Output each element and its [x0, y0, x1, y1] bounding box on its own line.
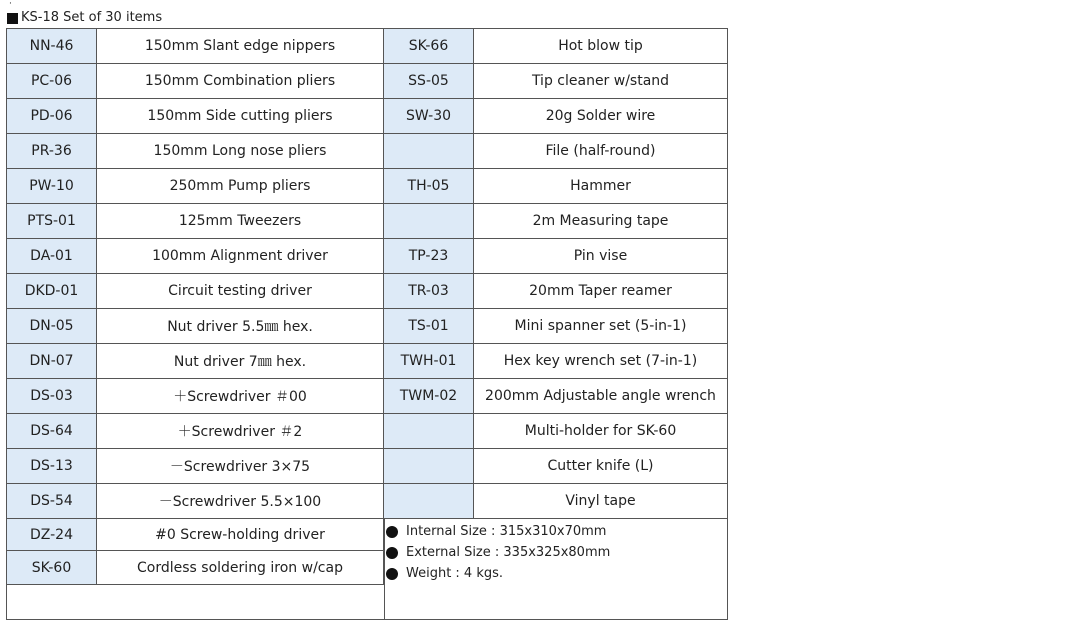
table-cell-name: Circuit testing driver — [97, 274, 384, 309]
table-cell-name: 150mm Combination pliers — [97, 64, 384, 99]
table-cell-name: 2m Measuring tape — [474, 204, 727, 239]
table-cell-name: 250mm Pump pliers — [97, 169, 384, 204]
spec-external-size: External Size : 335x325x80mm — [406, 545, 611, 560]
table-cell-name: 100mm Alignment driver — [97, 239, 384, 274]
table-cell-code: TWH-01 — [384, 344, 474, 379]
spec-line — [385, 521, 727, 542]
square-bullet-icon — [7, 13, 18, 24]
table-cell-code — [384, 449, 474, 484]
table-cell-name: #0 Screw-holding driver — [97, 519, 384, 551]
table-cell-code: NN-46 — [7, 29, 97, 64]
table-cell-code: PC-06 — [7, 64, 97, 99]
table-cell-code — [384, 134, 474, 169]
table-cell-code: PR-36 — [7, 134, 97, 169]
table-cell-code: DKD-01 — [7, 274, 97, 309]
spec-line — [385, 563, 727, 584]
table-cell-code: DS-54 — [7, 484, 97, 519]
empty-row — [7, 585, 384, 619]
table-cell-name: ＋Screwdriver ＃2 — [97, 414, 384, 449]
table-cell-name: Nut driver 5.5㎜ hex. — [97, 309, 384, 344]
table-cell-code: DS-13 — [7, 449, 97, 484]
bullet-icon — [386, 568, 398, 580]
table-cell-code: TH-05 — [384, 169, 474, 204]
table-cell-code — [384, 414, 474, 449]
specs-block — [384, 519, 727, 619]
table-cell-code: TWM-02 — [384, 379, 474, 414]
spec-internal-size: Internal Size : 315x310x70mm — [406, 524, 607, 539]
table-cell-code: SS-05 — [384, 64, 474, 99]
table-cell-name: Hammer — [474, 169, 727, 204]
table-cell-code: DS-03 — [7, 379, 97, 414]
table-cell-code: PD-06 — [7, 99, 97, 134]
table-cell-code: PTS-01 — [7, 204, 97, 239]
table-cell-code — [384, 484, 474, 519]
table-cell-name: Cordless soldering iron w/cap — [97, 551, 384, 585]
bullet-icon — [386, 547, 398, 559]
table-cell-code: PW-10 — [7, 169, 97, 204]
table-cell-code: SW-30 — [384, 99, 474, 134]
bullet-icon — [386, 526, 398, 538]
table-cell-code: DZ-24 — [7, 519, 97, 551]
table-cell-name: 200mm Adjustable angle wrench — [474, 379, 727, 414]
table-cell-name: Tip cleaner w/stand — [474, 64, 727, 99]
table-cell-name: －Screwdriver 5.5×100 — [97, 484, 384, 519]
table-cell-code: SK-60 — [7, 551, 97, 585]
table-cell-name: Vinyl tape — [474, 484, 727, 519]
table-cell-name: Pin vise — [474, 239, 727, 274]
table-cell-code: DA-01 — [7, 239, 97, 274]
table-cell-name: 20g Solder wire — [474, 99, 727, 134]
table-cell-code: DS-64 — [7, 414, 97, 449]
spec-weight: Weight : 4 kgs. — [406, 566, 504, 581]
corner-marker: · — [9, 0, 12, 9]
spec-line — [385, 542, 727, 563]
parts-table — [6, 28, 728, 620]
table-cell-name: Mini spanner set (5-in-1) — [474, 309, 727, 344]
table-cell-name: 20mm Taper reamer — [474, 274, 727, 309]
page-title — [7, 10, 162, 26]
title-text: KS-18 Set of 30 items — [21, 10, 163, 25]
table-cell-code: TS-01 — [384, 309, 474, 344]
table-cell-name: 150mm Slant edge nippers — [97, 29, 384, 64]
table-cell-name: Cutter knife (L) — [474, 449, 727, 484]
table-cell-name: File (half-round) — [474, 134, 727, 169]
table-cell-name: 150mm Long nose pliers — [97, 134, 384, 169]
table-cell-name: 125mm Tweezers — [97, 204, 384, 239]
table-cell-name: Nut driver 7㎜ hex. — [97, 344, 384, 379]
table-cell-code: DN-05 — [7, 309, 97, 344]
table-cell-name: Hot blow tip — [474, 29, 727, 64]
table-cell-code — [384, 204, 474, 239]
table-cell-name: Multi-holder for SK-60 — [474, 414, 727, 449]
table-cell-code: TP-23 — [384, 239, 474, 274]
table-cell-code: SK-66 — [384, 29, 474, 64]
table-cell-name: 150mm Side cutting pliers — [97, 99, 384, 134]
table-cell-code: DN-07 — [7, 344, 97, 379]
table-cell-name: ＋Screwdriver ＃00 — [97, 379, 384, 414]
table-cell-name: Hex key wrench set (7-in-1) — [474, 344, 727, 379]
table-cell-code: TR-03 — [384, 274, 474, 309]
table-cell-name: －Screwdriver 3×75 — [97, 449, 384, 484]
